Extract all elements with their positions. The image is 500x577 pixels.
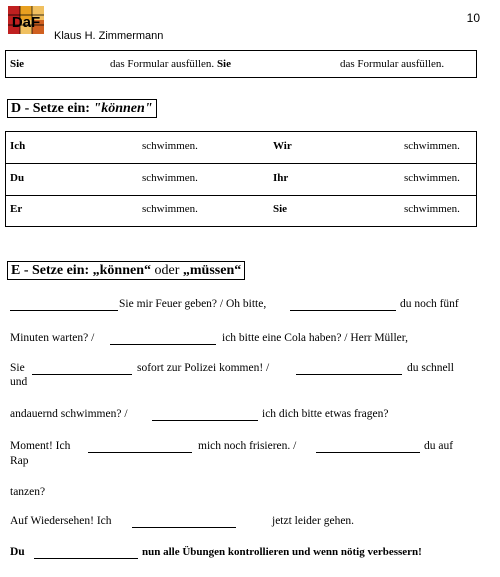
- top-row-middle-text: das Formular ausfüllen.: [110, 58, 215, 70]
- exercise-text: Sie mir Feuer geben? / Oh bitte,: [119, 298, 267, 310]
- exercise-text: du noch fünf: [400, 298, 459, 310]
- pronoun-cell: Ihr: [273, 172, 289, 184]
- answer-blank[interactable]: [132, 527, 236, 528]
- pronoun-cell: Sie: [273, 203, 288, 215]
- answer-blank[interactable]: [152, 420, 258, 421]
- exercise-text: sofort zur Polizei kommen! /: [137, 362, 270, 374]
- answer-blank[interactable]: [10, 310, 118, 311]
- top-row-text-middle: [110, 58, 231, 70]
- section-e-label: E - Setze ein: „können“: [11, 263, 151, 278]
- exercise-text: ich dich bitte etwas fragen?: [262, 408, 389, 420]
- pronoun-cell: Du: [10, 172, 25, 184]
- top-row-pronoun-left: Sie: [10, 58, 25, 70]
- section-d-heading-box: [7, 99, 157, 118]
- section-d-heading: [7, 101, 157, 117]
- answer-blank[interactable]: [110, 344, 216, 345]
- pronoun-cell: Ich: [10, 140, 26, 152]
- page-number: 10: [466, 11, 480, 25]
- answer-blank[interactable]: [290, 310, 396, 311]
- table-row: [6, 132, 476, 164]
- top-row-pronoun-middle: Sie: [216, 58, 231, 70]
- exercise-text: ich bitte eine Cola haben? / Herr Müller,: [222, 332, 409, 344]
- answer-blank[interactable]: [88, 452, 192, 453]
- svg-text:DaF: DaF: [11, 14, 41, 31]
- verb-cell: schwimmen.: [142, 172, 198, 184]
- section-e-verb2: „müssen“: [182, 263, 242, 278]
- pronoun-cell: Er: [10, 203, 23, 215]
- section-e-heading: [7, 263, 245, 279]
- top-row-text-right: das Formular ausfüllen.: [340, 58, 445, 70]
- exercise-text: nun alle Übungen kontrollieren und wenn nötig verbessern!: [142, 546, 422, 558]
- pronoun-cell: Wir: [273, 140, 292, 152]
- exercise-text: Rap: [10, 455, 29, 467]
- verb-cell: schwimmen.: [142, 203, 198, 215]
- section-d-verb: "können": [93, 101, 153, 116]
- exercise-text: Sie: [10, 362, 25, 374]
- verb-cell: schwimmen.: [142, 140, 198, 152]
- answer-blank[interactable]: [316, 452, 420, 453]
- section-e-heading-box: [7, 261, 245, 280]
- section-d-label: D - Setze ein:: [11, 101, 94, 116]
- exercise-text: jetzt leider gehen.: [272, 515, 355, 527]
- exercise-text: du schnell: [407, 362, 454, 374]
- exercise-text: andauernd schwimmen? /: [10, 408, 128, 420]
- exercise-text: Minuten warten? /: [10, 332, 95, 344]
- section-d-table: [5, 131, 477, 227]
- exercise-text: tanzen?: [10, 486, 46, 498]
- exercise-text: Moment! Ich: [10, 440, 71, 452]
- verb-cell: schwimmen.: [404, 140, 460, 152]
- answer-blank[interactable]: [32, 374, 132, 375]
- section-e-or: oder: [151, 263, 183, 278]
- exercise-text: Du: [10, 546, 25, 558]
- exercise-text: mich noch frisieren. /: [198, 440, 297, 452]
- answer-blank[interactable]: [296, 374, 402, 375]
- table-row: [6, 196, 476, 226]
- author-name: Klaus H. Zimmermann: [54, 30, 164, 42]
- top-row-box: [5, 50, 477, 78]
- exercise-text: du auf: [424, 440, 454, 452]
- exercise-text: Auf Wiedersehen! Ich: [10, 515, 112, 527]
- exercise-text: und: [10, 376, 28, 388]
- table-row: [6, 164, 476, 196]
- daf-logo: [8, 6, 44, 34]
- answer-blank[interactable]: [34, 558, 138, 559]
- verb-cell: schwimmen.: [404, 172, 460, 184]
- verb-cell: schwimmen.: [404, 203, 460, 215]
